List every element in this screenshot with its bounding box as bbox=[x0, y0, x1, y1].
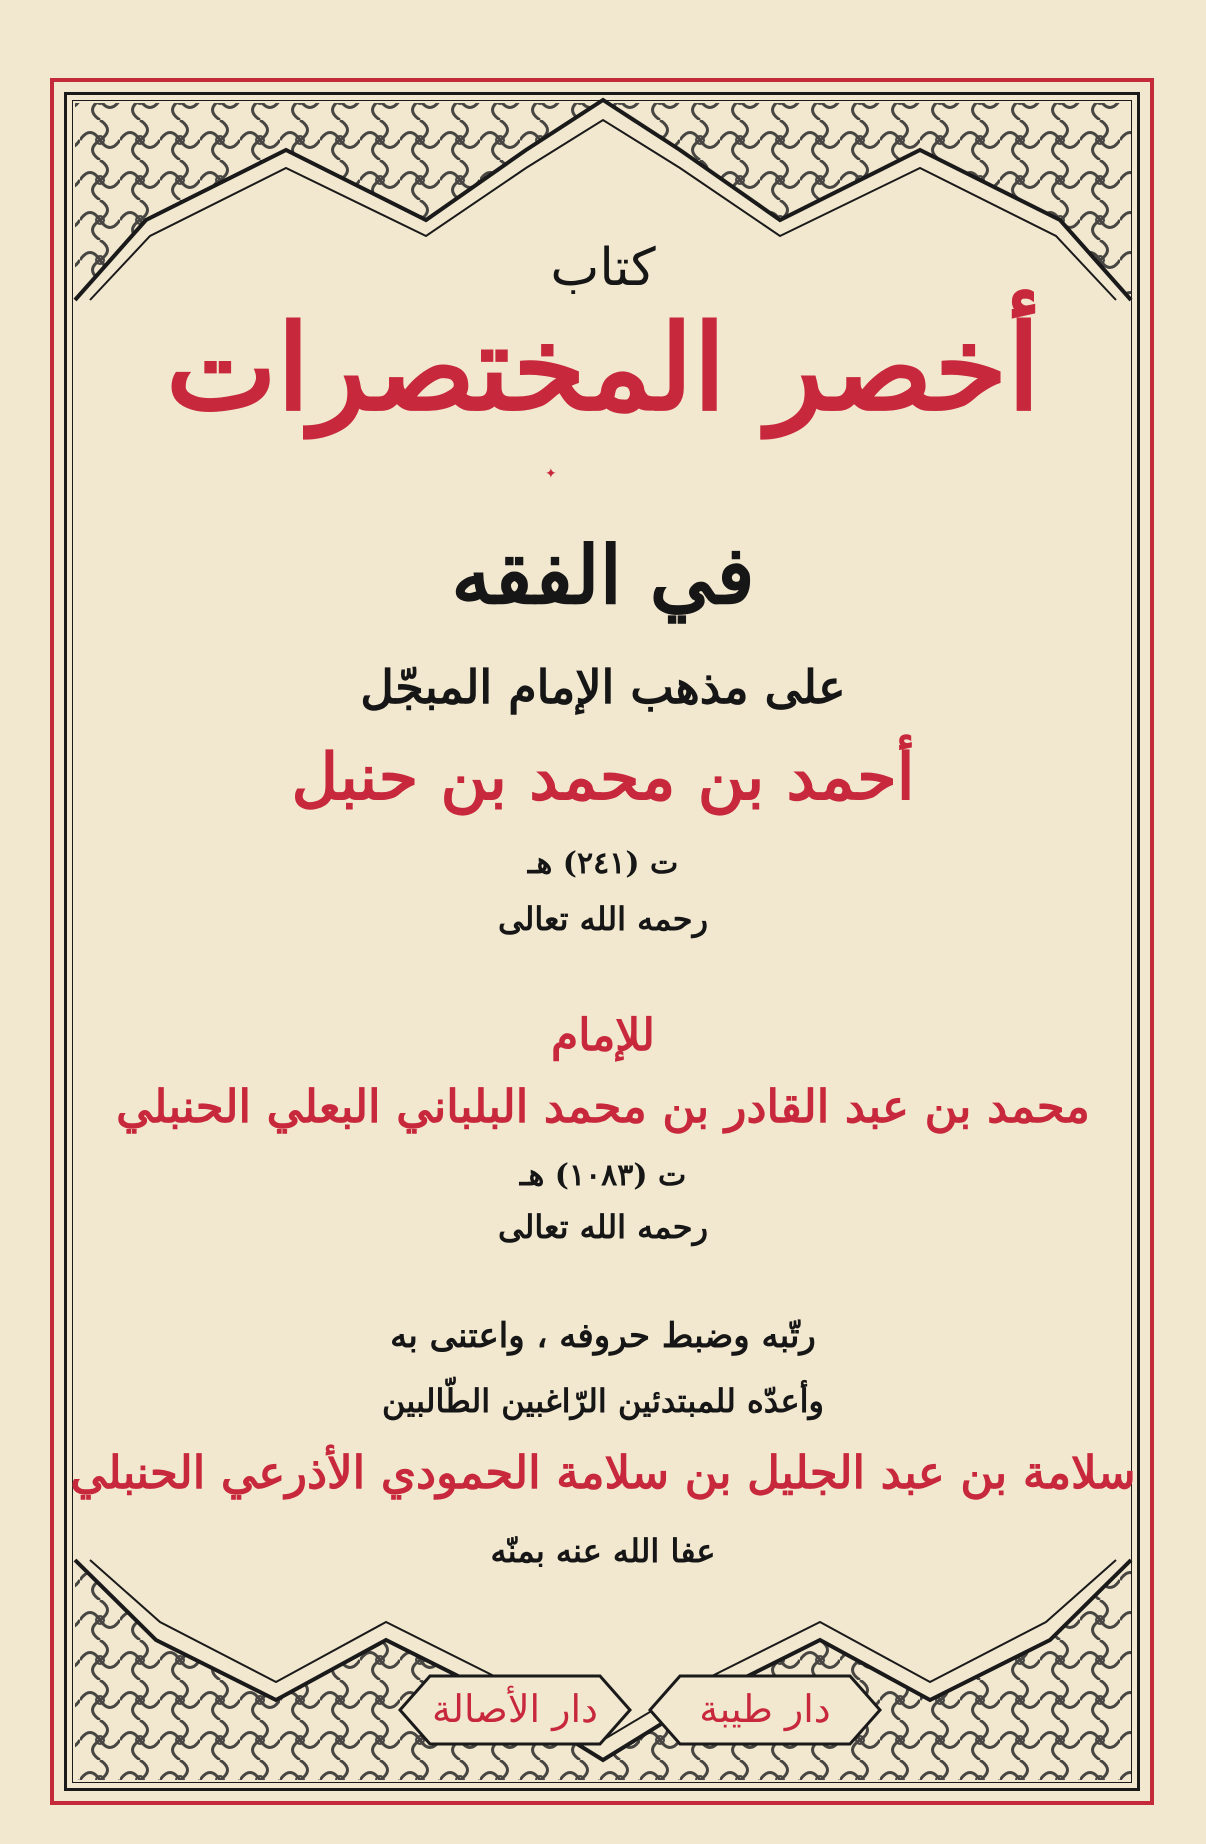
imam-death: ت (٢٤١) هـ bbox=[527, 846, 679, 881]
madhhab-line: على مذهب الإمام المبجّل bbox=[360, 660, 846, 714]
author-blessing: رحمه الله تعالى bbox=[497, 1208, 709, 1246]
author-label: للإمام bbox=[551, 1010, 655, 1061]
editor-name: سلامة بن عبد الجليل بن سلامة الحمودي الأذرعي الحنبلي bbox=[70, 1446, 1136, 1499]
editor-line-1: رتّبه وضبط حروفه ، واعتنى به bbox=[390, 1316, 816, 1356]
imam-blessing: رحمه الله تعالى bbox=[497, 900, 709, 938]
imam-name: أحمد بن محمد بن حنبل bbox=[291, 740, 915, 815]
book-label: كتاب bbox=[550, 238, 656, 298]
bottom-ornament-band bbox=[75, 1560, 1131, 1780]
book-title: أخصر المختصرات bbox=[165, 298, 1041, 437]
author-name: محمد بن عبد القادر بن محمد البلباني البعلي الحنبلي bbox=[116, 1080, 1090, 1133]
editor-prayer: عفا الله عنه بمنّه bbox=[490, 1532, 716, 1570]
publisher-right-label: دار طيبة bbox=[699, 1687, 831, 1731]
title-ornament-mark: ✦ bbox=[545, 466, 557, 482]
book-subject: في الفقه bbox=[451, 528, 755, 622]
editor-line-2: وأعدّه للمبتدئين الرّاغبين الطّالبين bbox=[382, 1382, 824, 1420]
author-death: ت (١٠٨٣) هـ bbox=[519, 1158, 687, 1193]
publisher-left-label: دار الأصالة bbox=[432, 1687, 598, 1731]
